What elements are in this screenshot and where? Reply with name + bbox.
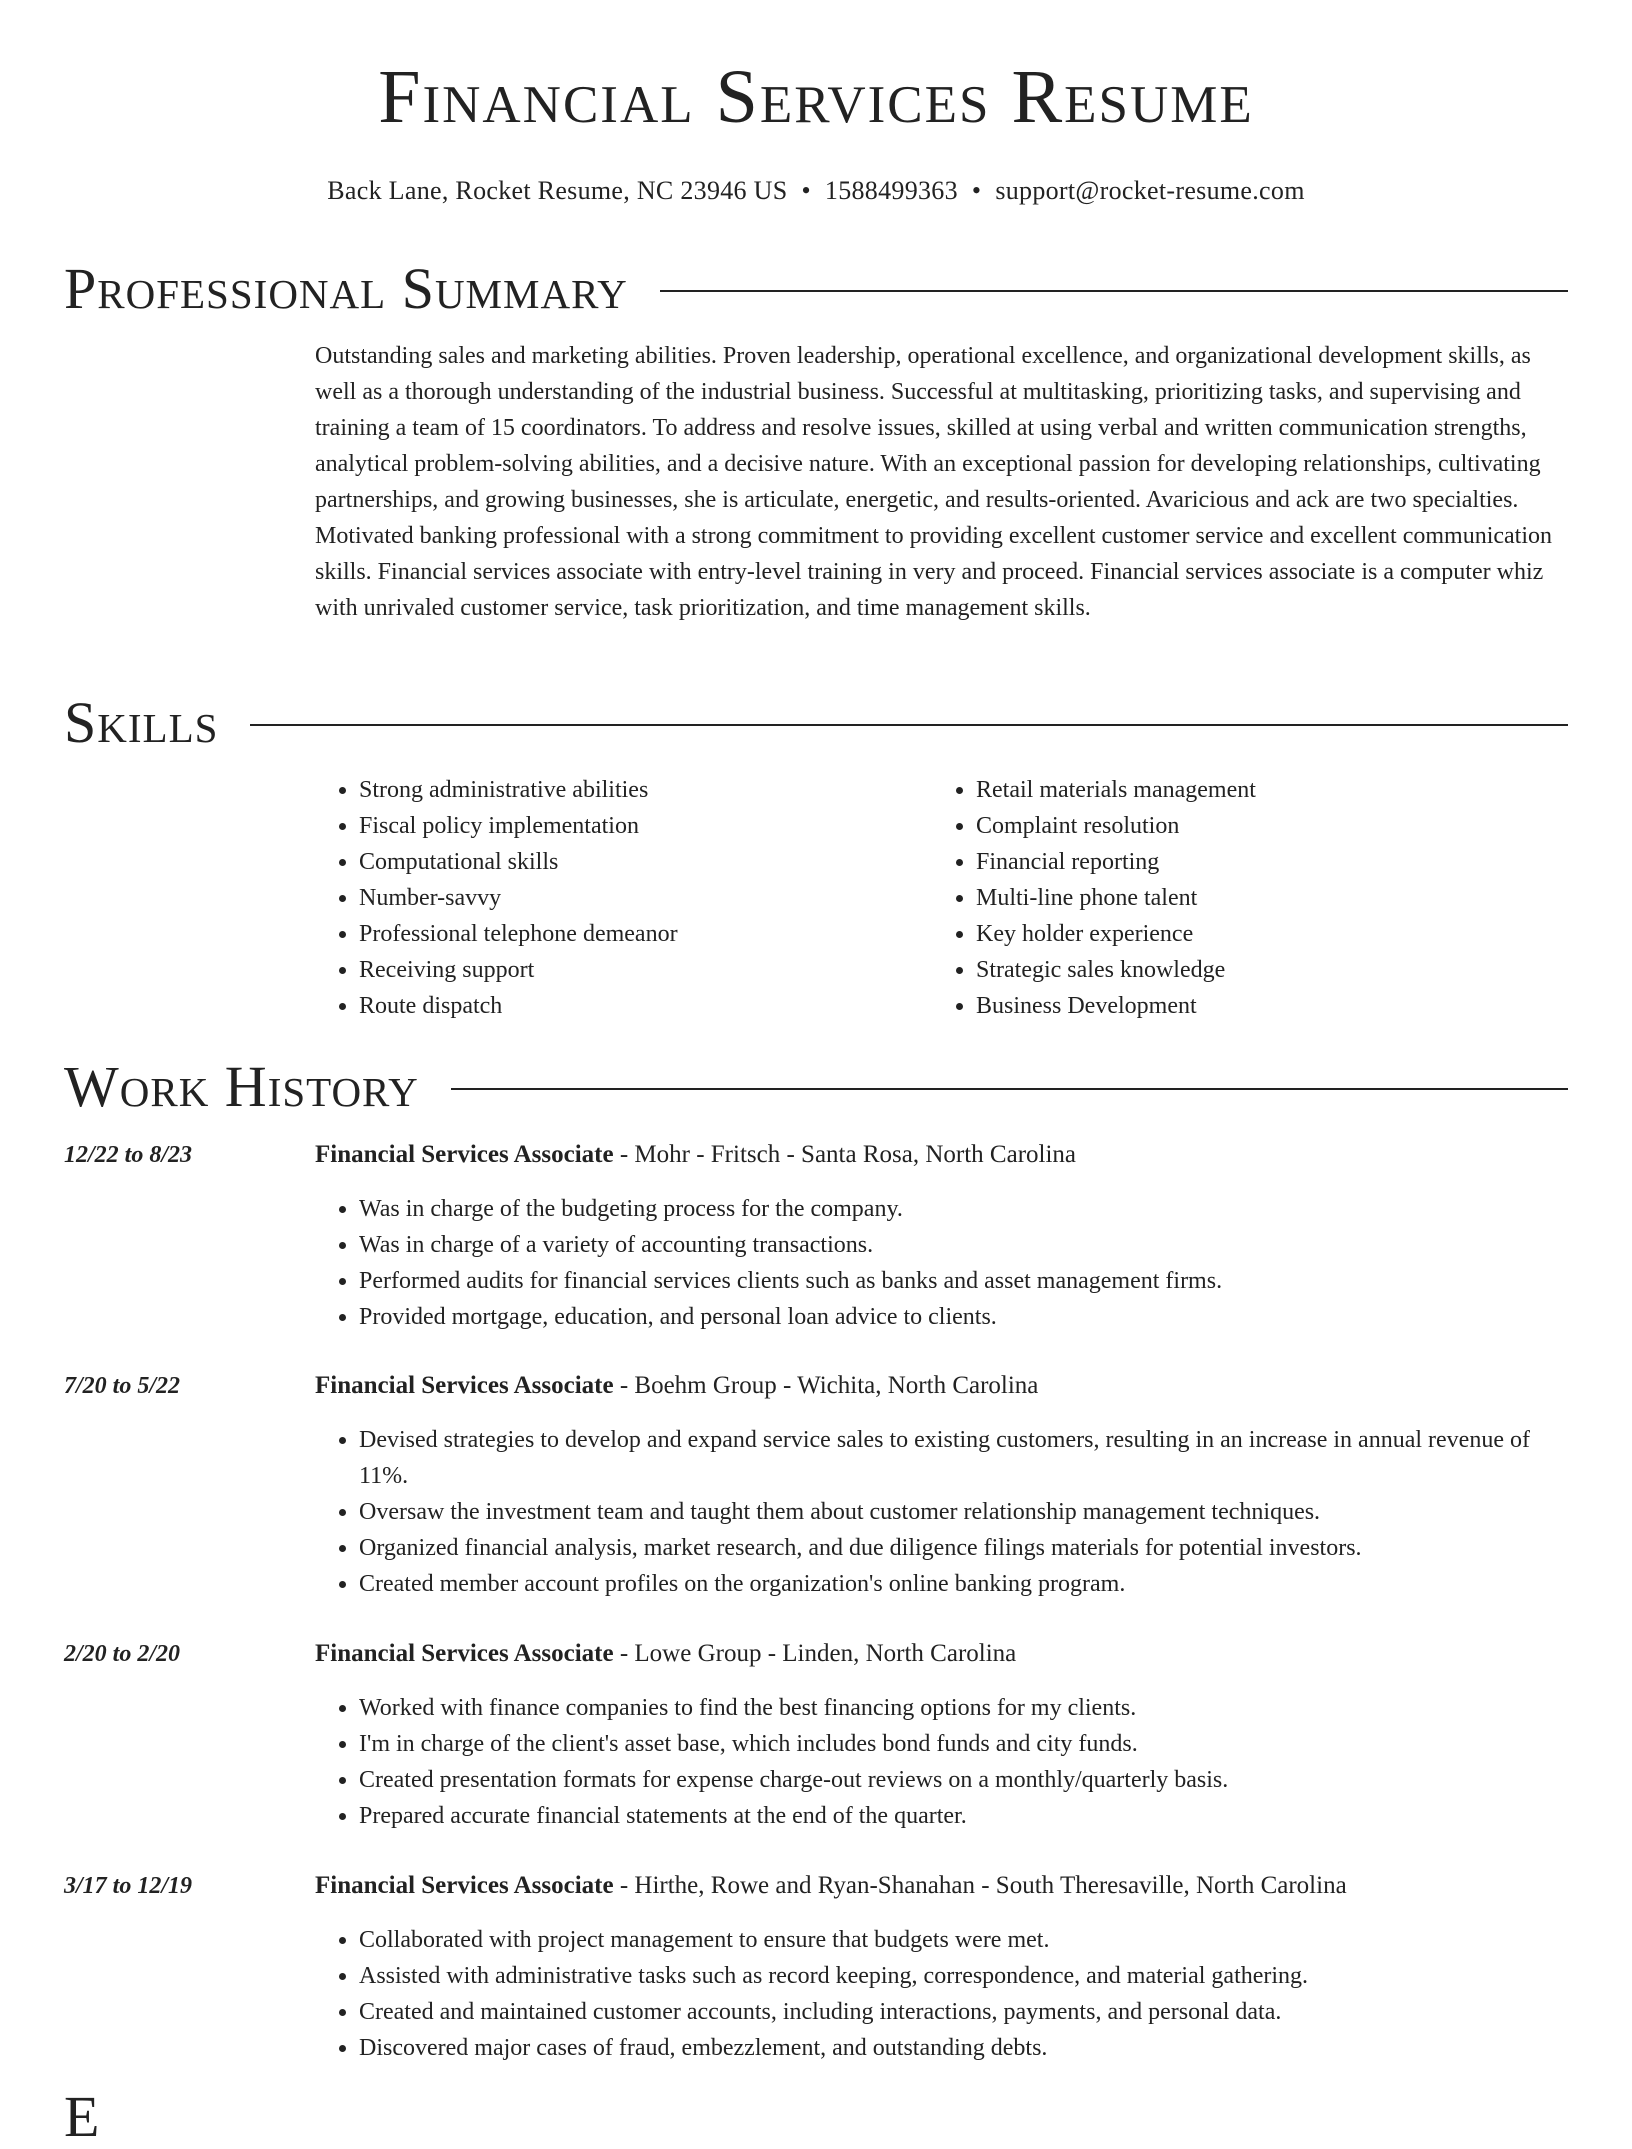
skills-list-right — [932, 772, 1556, 1024]
job-bullet: • I'm in charge of the client's asset base, which includes bond funds and city funds. — [359, 1726, 1568, 1762]
job-heading — [315, 1868, 1347, 1904]
job-bullet: • Assisted with administrative tasks such as record keeping, correspondence, and material gathering. — [359, 1958, 1568, 1994]
section-divider — [660, 290, 1568, 292]
job-title: Financial Services Associate — [315, 1640, 614, 1667]
skill-item: • Complaint resolution — [976, 808, 1556, 844]
job-dates: 7/20 to 5/22 — [64, 1373, 181, 1399]
skill-item: • Number-savvy — [359, 880, 919, 916]
section-title-partial: E — [64, 2084, 100, 2149]
job-bullet: • Created presentation formats for expense charge-out reviews on a monthly/quarterly basis. — [359, 1762, 1568, 1798]
job-dates: 12/22 to 8/23 — [64, 1142, 193, 1168]
job-title: Financial Services Associate — [315, 1372, 614, 1399]
skill-item: • Financial reporting — [976, 844, 1556, 880]
contact-line — [0, 176, 1632, 206]
job-heading — [315, 1137, 1076, 1173]
skill-item: • Professional telephone demeanor — [359, 916, 919, 952]
summary-section-header — [64, 256, 1568, 321]
job-bullet: • Prepared accurate financial statements at the end of the quarter. — [359, 1798, 1568, 1834]
skill-item: • Key holder experience — [976, 916, 1556, 952]
job-bullet: • Worked with finance companies to find the best financing options for my clients. — [359, 1690, 1568, 1726]
job-employer: - Hirthe, Rowe and Ryan-Shanahan - South Theresaville, North Carolina — [613, 1872, 1347, 1899]
skill-item: • Fiscal policy implementation — [359, 808, 919, 844]
skills-list-left — [315, 772, 919, 1024]
skills-section-header — [64, 690, 1568, 755]
skill-item: • Multi-line phone talent — [976, 880, 1556, 916]
job-bullets — [315, 1191, 1568, 1335]
job-bullet: • Discovered major cases of fraud, embezzlement, and outstanding debts. — [359, 2030, 1568, 2066]
skill-item: • Business Development — [976, 988, 1556, 1024]
job-bullet: • Created and maintained customer accounts, including interactions, payments, and personal data. — [359, 1994, 1568, 2030]
job-title: Financial Services Associate — [315, 1872, 614, 1899]
section-divider — [250, 724, 1568, 726]
section-title-work: Work History — [64, 1054, 419, 1119]
job-dates: 2/20 to 2/20 — [64, 1641, 181, 1667]
contact-address: Back Lane, Rocket Resume, NC 23946 US — [327, 176, 788, 205]
job-employer: - Lowe Group - Linden, North Carolina — [613, 1640, 1017, 1667]
work-section-header — [64, 1054, 1568, 1119]
job-bullet: • Devised strategies to develop and expand service sales to existing customers, resulting in an increase in annual revenue of 11%. — [359, 1422, 1568, 1494]
contact-separator: • — [971, 176, 982, 205]
job-bullet: • Oversaw the investment team and taught them about customer relationship management techniques. — [359, 1494, 1568, 1530]
job-bullet: • Organized financial analysis, market research, and due diligence filings materials for potential investors. — [359, 1530, 1568, 1566]
skill-item: • Retail materials management — [976, 772, 1556, 808]
job-bullets — [315, 1690, 1568, 1834]
skill-item: • Route dispatch — [359, 988, 919, 1024]
contact-email: support@rocket-resume.com — [995, 176, 1305, 205]
job-dates: 3/17 to 12/19 — [64, 1873, 193, 1899]
contact-separator: • — [801, 176, 811, 205]
section-divider — [451, 1088, 1568, 1090]
job-heading — [315, 1368, 1038, 1404]
job-bullets — [315, 1922, 1568, 2066]
job-bullet: • Performed audits for financial services clients such as banks and asset management firms. — [359, 1263, 1568, 1299]
skill-item: • Computational skills — [359, 844, 919, 880]
skill-item: • Strong administrative abilities — [359, 772, 919, 808]
job-bullet: • Was in charge of the budgeting process for the company. — [359, 1191, 1568, 1227]
job-bullet: • Was in charge of a variety of accounting transactions. — [359, 1227, 1568, 1263]
summary-text: Outstanding sales and marketing abilities. Proven leadership, operational excellence, and organizational development skills, as well as a thorough understanding of the industrial business. Successful at multitasking, prioritizing tasks, and supervising and training a team of 15 coordinators. To address and resolve issues, skilled at using verbal and written communication strengths, analytical problem-solving abilities, and a decisive nature. With an exceptional passion for developing relationships, cultivating partnerships, and growing businesses, she is articulate, energetic, and results-oriented. Avaricious and ack are two specialties. Motivated banking professional with a strong commitment to providing excellent customer service and excellent communication skills. Financial services associate with entry-level training in very and proceed. Financial services associate is a computer whiz with unrivaled customer service, task prioritization, and time management skills. — [315, 343, 1553, 621]
section-title-summary: Professional Summary — [64, 256, 628, 321]
job-bullets — [315, 1422, 1568, 1602]
section-title-skills: Skills — [64, 690, 219, 755]
resume-title: Financial Services Resume — [378, 55, 1254, 139]
job-employer: - Mohr - Fritsch - Santa Rosa, North Carolina — [613, 1141, 1077, 1168]
contact-phone: 1588499363 — [824, 176, 958, 205]
job-heading — [315, 1636, 1016, 1672]
skill-item: • Strategic sales knowledge — [976, 952, 1556, 988]
job-bullet: • Created member account profiles on the organization's online banking program. — [359, 1566, 1568, 1602]
job-employer: - Boehm Group - Wichita, North Carolina — [613, 1372, 1039, 1399]
job-bullet: • Collaborated with project management to ensure that budgets were met. — [359, 1922, 1568, 1958]
job-title: Financial Services Associate — [315, 1141, 614, 1168]
skill-item: • Receiving support — [359, 952, 919, 988]
job-bullet: • Provided mortgage, education, and personal loan advice to clients. — [359, 1299, 1568, 1335]
